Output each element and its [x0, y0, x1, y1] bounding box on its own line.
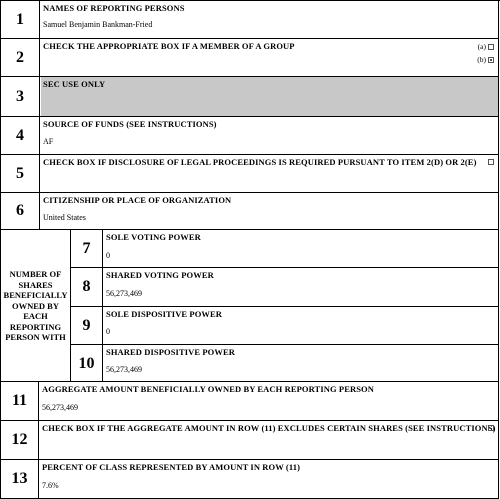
row-number: 13 — [1, 460, 39, 498]
sole-voting-power-value: 0 — [106, 251, 110, 260]
row-shared-dispositive-power — [71, 345, 499, 382]
row-names-of-reporting-persons — [0, 1, 499, 39]
row-percent-of-class — [0, 460, 499, 499]
citizenship-value: United States — [43, 213, 86, 222]
row-label: NAMES OF REPORTING PERSONS — [43, 3, 185, 13]
checkbox-b[interactable] — [477, 55, 494, 64]
row-shared-voting-power — [71, 268, 499, 307]
row-number: 6 — [1, 193, 40, 229]
row-number: 1 — [1, 1, 40, 38]
row-label: SOLE VOTING POWER — [106, 232, 201, 242]
reporting-person-name: Samuel Benjamin Bankman-Fried — [43, 20, 153, 29]
row-label: CHECK BOX IF DISCLOSURE OF LEGAL PROCEEDINGS IS REQUIRED PURSUANT TO ITEM 2(D) OR 2(E) — [43, 157, 477, 167]
row-number: 5 — [1, 155, 40, 192]
checkbox-a-label: (a) — [477, 42, 486, 51]
row-sec-use-only — [0, 77, 499, 117]
row-citizenship — [0, 193, 499, 230]
row-label: SHARED DISPOSITIVE POWER — [106, 347, 235, 357]
checkbox-legal-proceedings[interactable] — [486, 157, 494, 166]
row-aggregate-amount — [0, 382, 499, 421]
shares-beneficially-owned-block — [0, 230, 499, 382]
row-label: CHECK BOX IF THE AGGREGATE AMOUNT IN ROW (11) EXCLUDES CERTAIN SHARES (SEE INSTRUCTIONS) — [42, 423, 496, 433]
row-number: 2 — [1, 39, 40, 76]
sec-use-only-area — [41, 77, 498, 116]
row-number: 10 — [71, 345, 103, 382]
row-label: CHECK THE APPROPRIATE BOX IF A MEMBER OF A GROUP — [43, 41, 295, 51]
checkbox-icon[interactable] — [488, 425, 494, 431]
row-label: CITIZENSHIP OR PLACE OF ORGANIZATION — [43, 195, 232, 205]
checkbox-icon[interactable] — [488, 57, 494, 63]
row-label: AGGREGATE AMOUNT BENEFICIALLY OWNED BY EACH REPORTING PERSON — [42, 384, 374, 394]
row-number: 8 — [71, 268, 103, 306]
row-group-member-check — [0, 39, 499, 77]
checkbox-icon[interactable] — [488, 44, 494, 50]
row-source-of-funds — [0, 117, 499, 155]
shared-dispositive-power-value: 56,273,469 — [106, 365, 142, 374]
row-label: SHARED VOTING POWER — [106, 270, 214, 280]
row-sole-dispositive-power — [71, 307, 499, 345]
checkbox-excludes-certain-shares[interactable] — [486, 423, 494, 432]
row-label: PERCENT OF CLASS REPRESENTED BY AMOUNT IN ROW (11) — [42, 462, 300, 472]
row-label: SOURCE OF FUNDS (SEE INSTRUCTIONS) — [43, 119, 217, 129]
row-number: 12 — [1, 421, 39, 459]
row-legal-proceedings-check — [0, 155, 499, 193]
percent-of-class-value: 7.6% — [42, 481, 59, 490]
shares-block-label: NUMBER OF SHARES BENEFICIALLY OWNED BY EACH REPORTING PERSON WITH — [1, 230, 71, 382]
row-label: SEC USE ONLY — [43, 79, 106, 89]
checkbox-icon[interactable] — [488, 159, 494, 165]
source-of-funds-value: AF — [43, 137, 54, 146]
row-sole-voting-power — [71, 230, 499, 268]
row-number: 4 — [1, 117, 40, 154]
row-number: 7 — [71, 230, 103, 267]
row-number: 3 — [1, 77, 40, 116]
checkbox-b-label: (b) — [477, 55, 486, 64]
checkbox-a[interactable] — [478, 42, 494, 51]
row-number: 11 — [1, 382, 39, 420]
aggregate-amount-value: 56,273,469 — [42, 403, 78, 412]
row-label: SOLE DISPOSITIVE POWER — [106, 309, 223, 319]
row-excludes-certain-shares-check — [0, 421, 499, 460]
sole-dispositive-power-value: 0 — [106, 327, 110, 336]
row-number: 9 — [71, 307, 103, 344]
shared-voting-power-value: 56,273,469 — [106, 289, 142, 298]
